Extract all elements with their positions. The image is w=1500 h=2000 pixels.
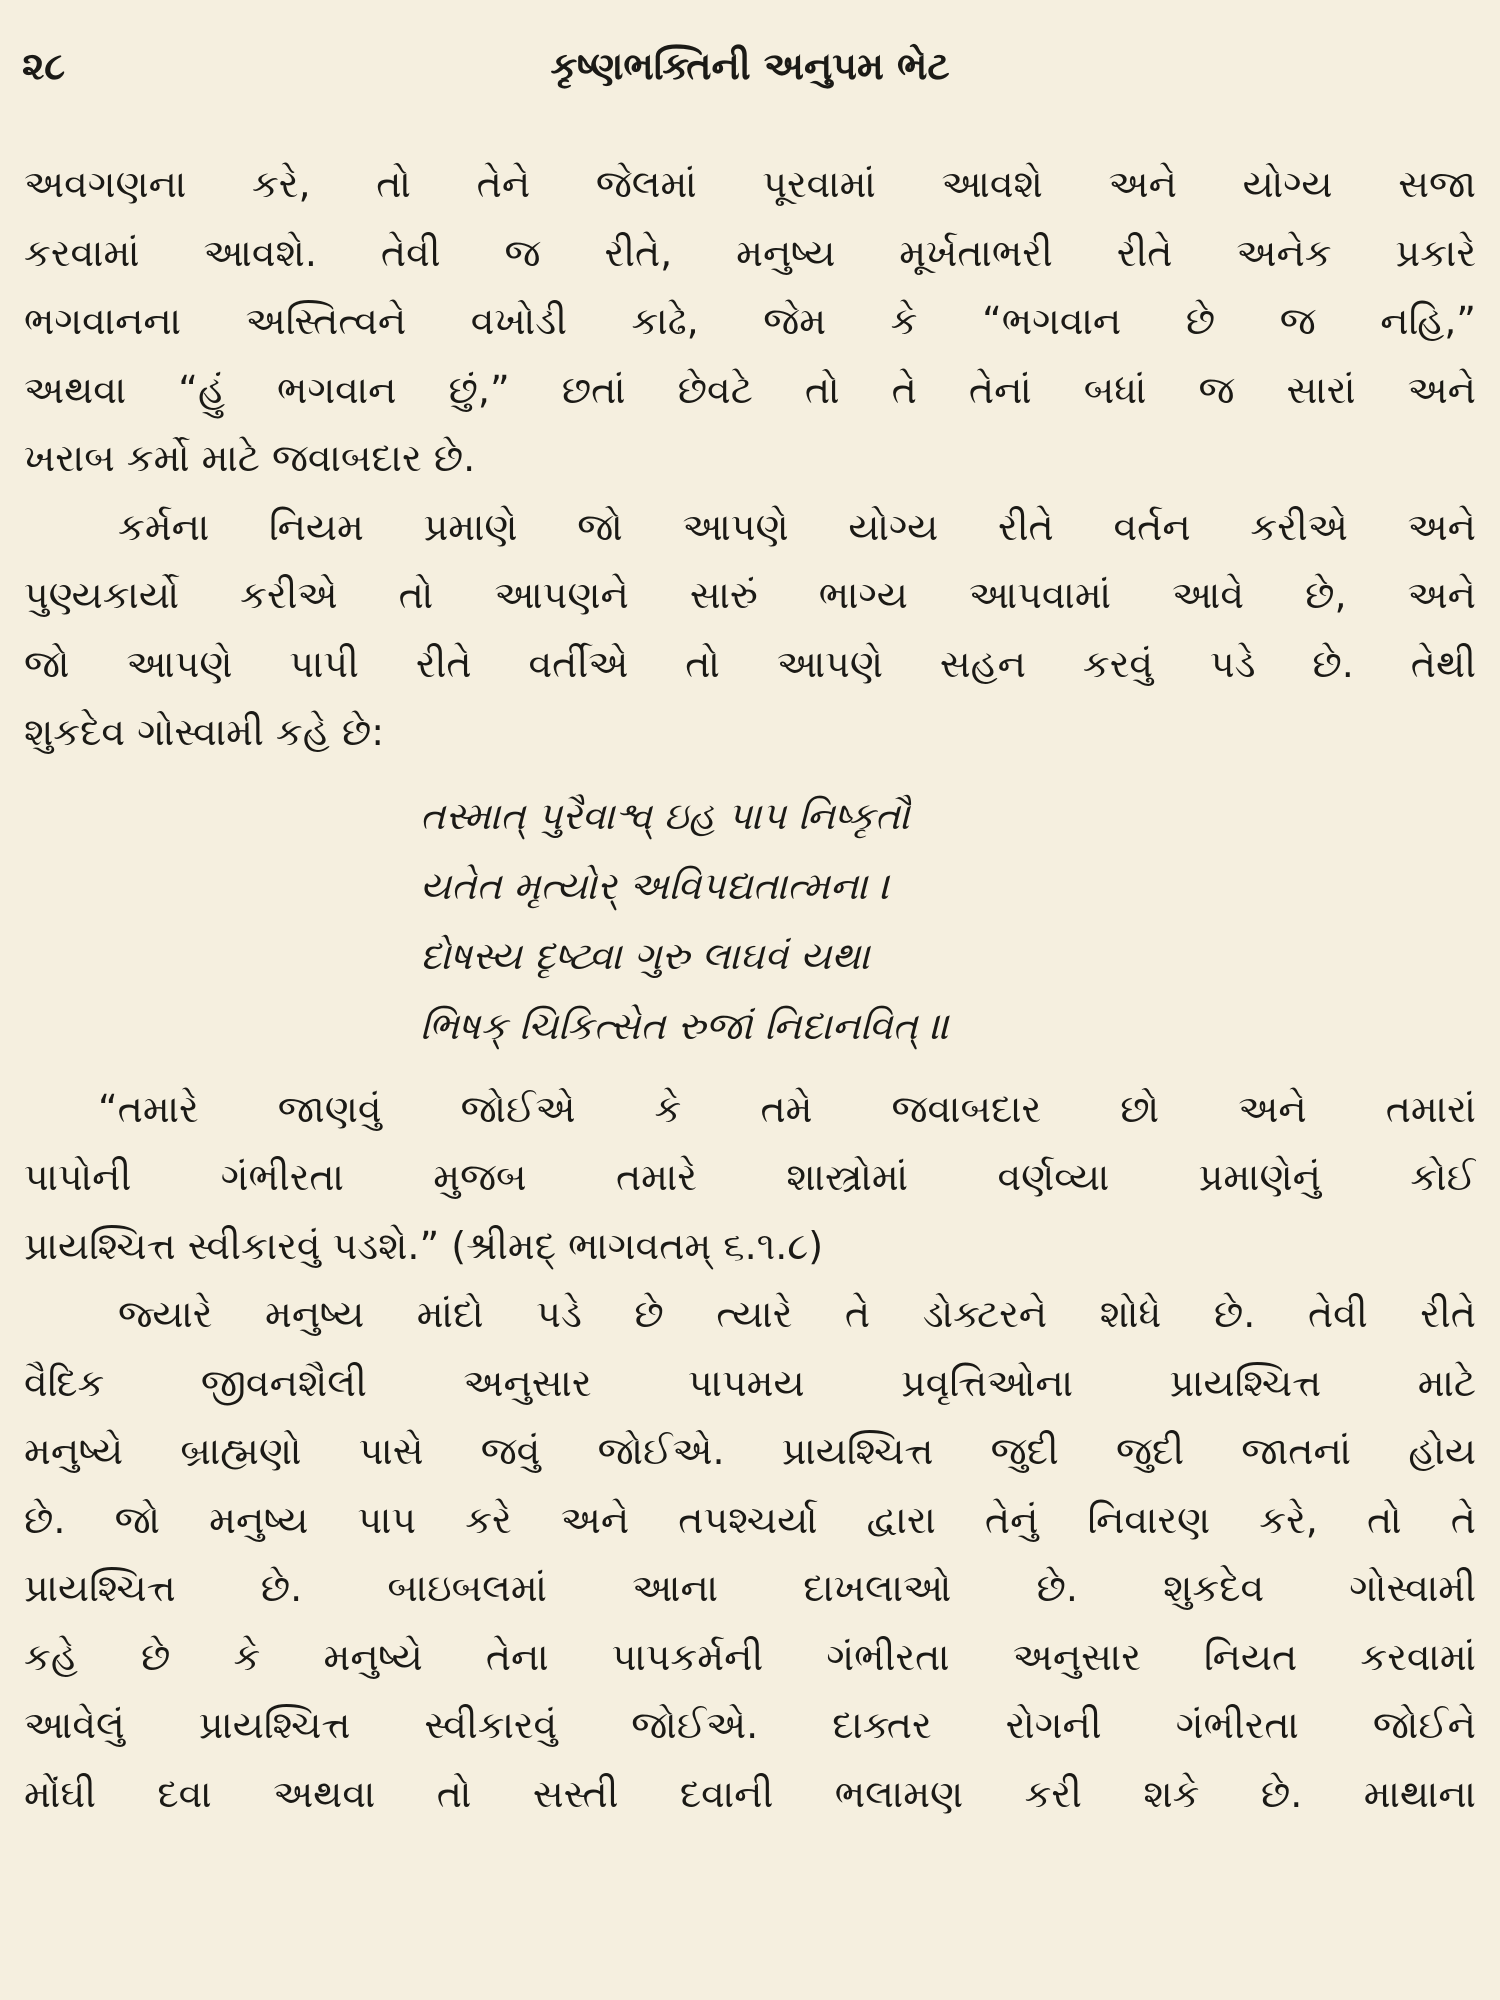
text-line: કર્મના નિયમ પ્રમાણે જો આપણે યોગ્ય રીતે વર્તન કરીએ અને [118,504,1476,549]
text-line: આવેલું પ્રાયશ્ચિત્ત સ્વીકારવું જોઈએ. દાક્તર રોગની ગંભીરતા જોઈને [24,1703,1476,1747]
text-line: શુકદેવ ગોસ્વામી કહે છે: [24,710,385,754]
text-line: પાપોની ગંભીરતા મુજબ તમારે શાસ્ત્રોમાં વર્ણવ્યા પ્રમાણેનું કોઈ [24,1155,1476,1199]
text-line: કરવામાં આવશે. તેવી જ રીતે, મનુષ્ય મૂર્ખતાભરી રીતે અનેક પ્રકારે [24,230,1476,275]
running-title: કૃષ્ણભક્તિની અનુપમ ભેટ [550,44,950,88]
text-line: મનુષ્યે બ્રાહ્મણો પાસે જવું જોઈએ. પ્રાયશ્ચિત્ત જુદી જુદી જાતનાં હોય [24,1429,1476,1473]
paragraph-2 [24,493,1476,767]
text-line: મોંઘી દવા અથવા તો સસ્તી દવાની ભલામણ કરી શકે છે. માથાના [24,1771,1476,1816]
text-line: જો આપણે પાપી રીતે વર્તીએ તો આપણે સહન કરવું પડે છે. તેથી [24,641,1476,686]
verse-line: દોષસ્ય દૃષ્ટ્વા ગુરુ લાઘવં યથા [420,933,870,978]
text-line: “તમારે જાણવું જોઈએ કે તમે જવાબદાર છો અને તમારાં [98,1086,1476,1131]
body-text [24,150,1476,1828]
text-line: કહે છે કે મનુષ્યે તેના પાપકર્મની ગંભીરતા અનુસાર નિયત કરવામાં [24,1634,1476,1679]
sanskrit-verse [24,781,1476,1061]
text-line: ખરાબ કર્મો માટે જવાબદાર છે. [24,436,476,480]
text-line: પ્રાયશ્ચિત્ત છે. બાઇબલમાં આના દાખલાઓ છે. શુકદેવ ગોસ્વામી [24,1566,1476,1610]
text-line: ભગવાનના અસ્તિત્વને વખોડી કાઢે, જેમ કે “ભગવાન છે જ નહિ,” [24,299,1476,343]
verse-line: તસ્માત્ પુરૈવાશ્વ્ ઇહ પાપ નિષ્કૃતૌ [420,793,910,838]
text-line: પુણ્યકાર્યો કરીએ તો આપણને સારું ભાગ્ય આપવામાં આવે છે, અને [24,573,1476,617]
verse-line: યતેત મૃત્યોર્ અવિપદ્યતાત્મના । [420,863,890,908]
text-line: છે. જો મનુષ્ય પાપ કરે અને તપશ્ચર્યા દ્વારા તેનું નિવારણ કરે, તો તે [24,1497,1476,1542]
text-line: અવગણના કરે, તો તેને જેલમાં પૂરવામાં આવશે અને યોગ્ય સજા [24,162,1476,206]
verse-line: ભિષક્ ચિકિત્સેત રુજાં નિદાનવિત્ ॥ [420,1003,950,1048]
page-header [22,36,1478,96]
text-line: અથવા “હું ભગવાન છું,” છતાં છેવટે તો તે તેનાં બધાં જ સારાં અને [24,367,1476,412]
text-line: જ્યારે મનુષ્ય માંદો પડે છે ત્યારે તે ડોક્ટરને શોધે છે. તેવી રીતે [118,1292,1476,1336]
text-line: પ્રાયશ્ચિત્ત સ્વીકારવું પડશે.” (શ્રીમદ્ ભાગવતમ્ ૬.૧.૮) [24,1223,824,1268]
paragraph-3-translation [24,1075,1476,1281]
paragraph-4 [24,1280,1476,1828]
paragraph-1 [24,150,1476,493]
text-line: વૈદિક જીવનશૈલી અનુસાર પાપમય પ્રવૃત્તિઓના પ્રાયશ્ચિત્ત માટે [24,1360,1476,1405]
page-number: ૨૮ [22,44,66,88]
